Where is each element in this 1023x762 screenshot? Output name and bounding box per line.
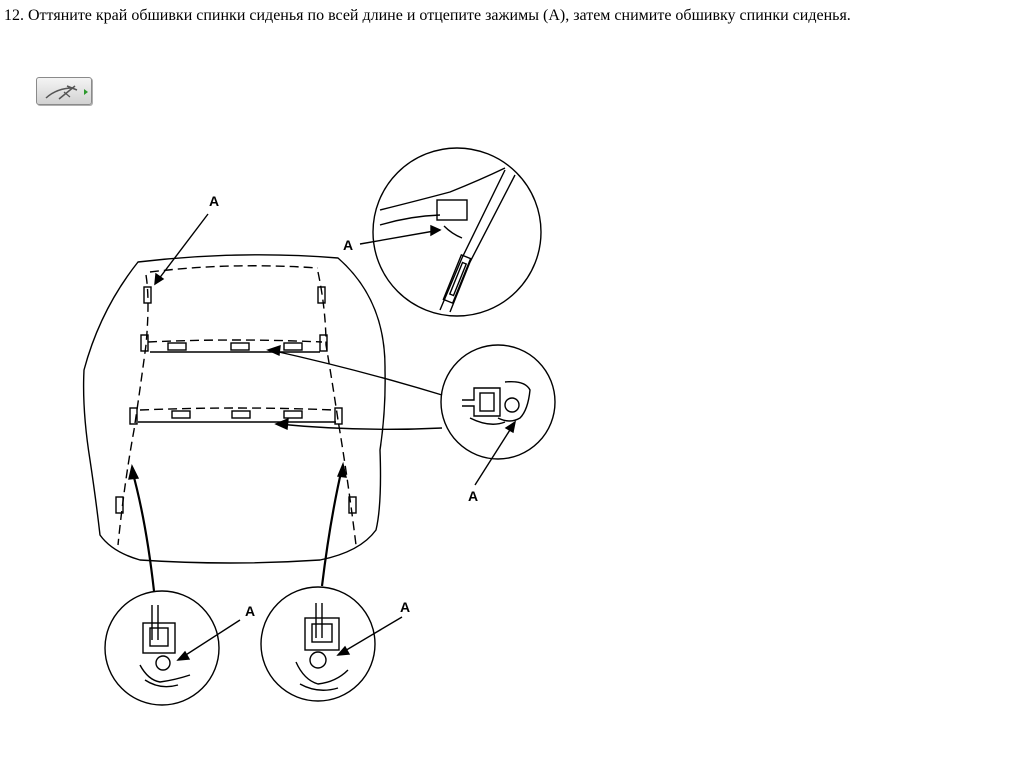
leader-line bbox=[338, 617, 402, 655]
top-inner-edge bbox=[150, 266, 318, 272]
leader-line bbox=[178, 620, 240, 660]
clip bbox=[284, 343, 302, 350]
callout-label: A bbox=[400, 599, 411, 615]
bottom-left-detail-circle bbox=[105, 591, 219, 705]
callout-label: A bbox=[209, 193, 220, 209]
clip bbox=[168, 343, 186, 350]
callout-label: A bbox=[245, 603, 256, 619]
clip bbox=[232, 411, 250, 418]
leader-line bbox=[475, 422, 515, 485]
upper-seam-dashed bbox=[148, 340, 322, 342]
arrow-line bbox=[278, 424, 442, 429]
leader-line bbox=[360, 230, 440, 244]
leader-line bbox=[155, 214, 208, 284]
seat-back-outline bbox=[84, 255, 386, 563]
callout-label: A bbox=[468, 488, 479, 504]
lower-seam-dashed bbox=[140, 408, 334, 410]
clip bbox=[335, 408, 342, 424]
right-detail-circle bbox=[441, 345, 555, 459]
step-instruction: 12. Оттяните край обшивки спинки сиденья по всей длине и отцепите зажимы (A), затем снимите обшивку спинки сиденья. bbox=[4, 7, 851, 24]
clip bbox=[231, 343, 249, 350]
callout-label: A bbox=[343, 237, 354, 253]
arrow-line bbox=[132, 470, 154, 591]
arrow-line bbox=[270, 350, 442, 395]
arrow-line bbox=[322, 468, 342, 586]
clip bbox=[172, 411, 190, 418]
clip bbox=[284, 411, 302, 418]
